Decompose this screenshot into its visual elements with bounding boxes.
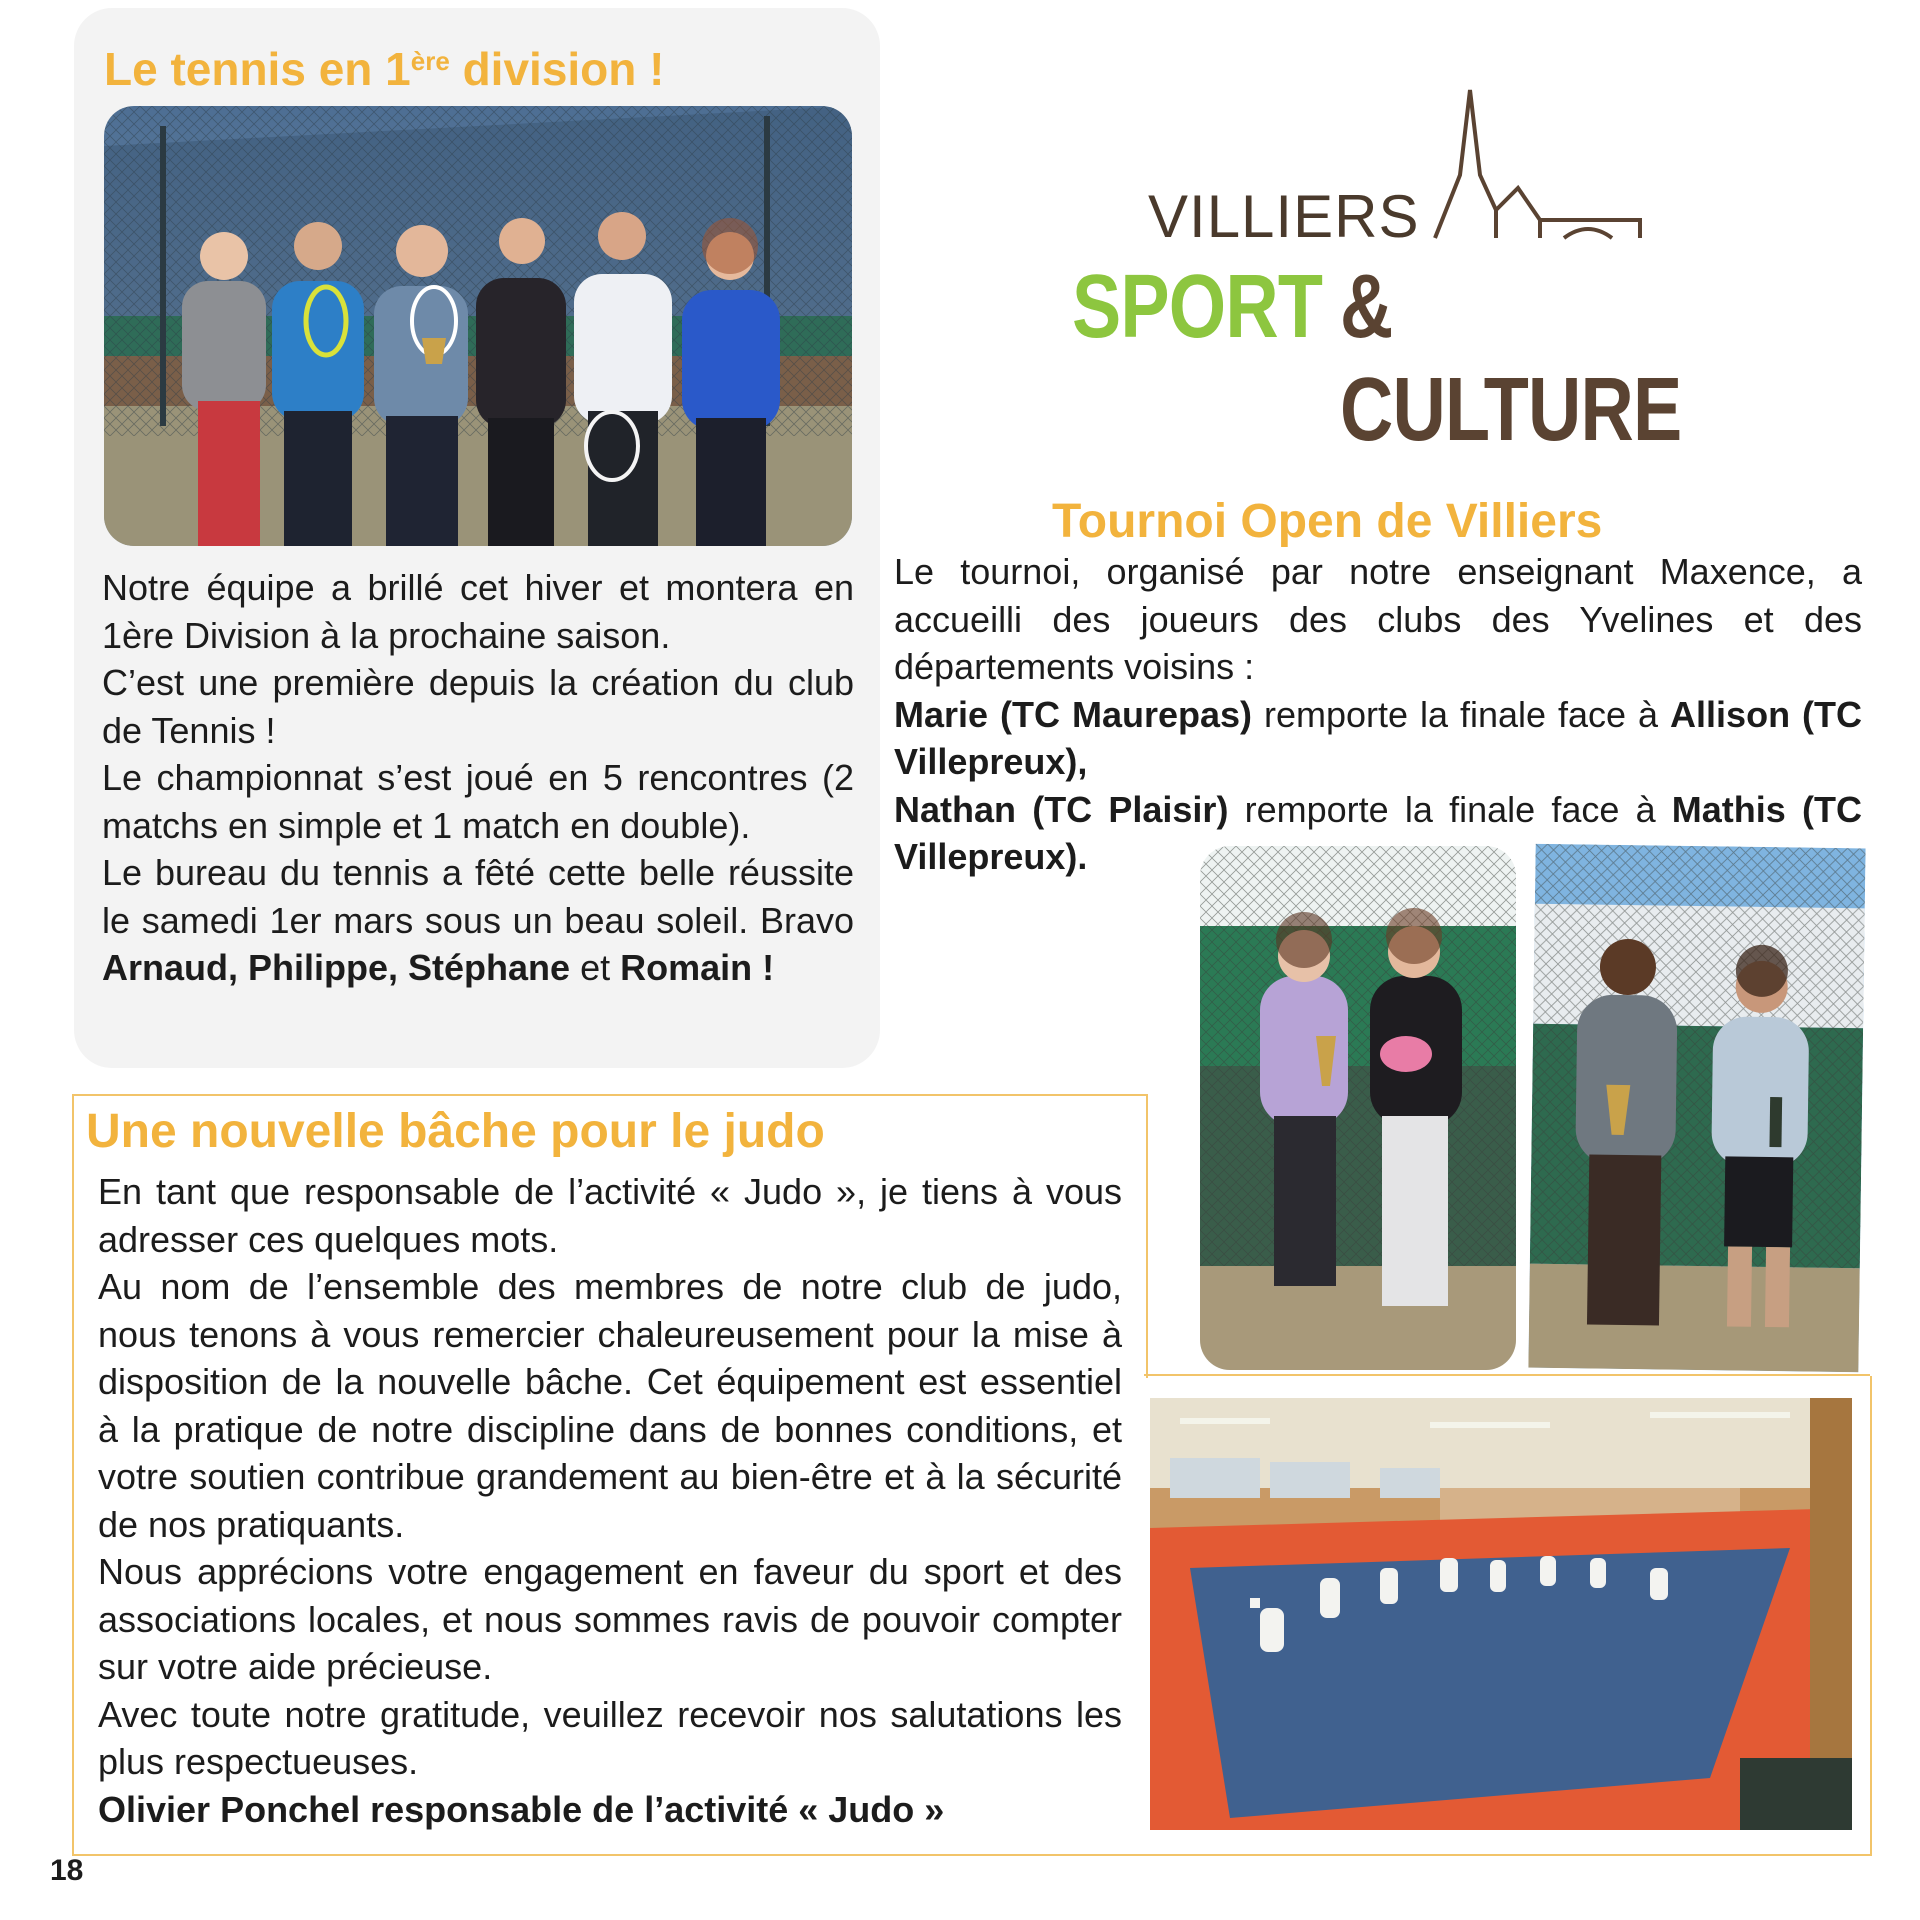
judo-article-text	[98, 1168, 1122, 1833]
tournoi-title: Tournoi Open de Villiers	[1052, 495, 1603, 548]
tournoi-intro: Le tournoi, organisé par notre enseignant Maxence, a accueilli des joueurs des clubs des Yvelines et des départements voisins :	[894, 551, 1862, 687]
tennis-team-photo	[104, 106, 852, 546]
tournoi-photo-women	[1200, 846, 1516, 1370]
tennis-title: Le tennis en 1ère division !	[104, 43, 665, 95]
judo-dojo-photo	[1150, 1398, 1852, 1830]
judo-frame-divider	[1144, 1374, 1870, 1376]
judo-signature: Olivier Ponchel responsable de l’activité « Judo »	[98, 1788, 945, 1830]
player-names: Arnaud, Philippe, Stéphane	[102, 947, 571, 988]
tournoi-article-text	[894, 548, 1862, 881]
logo-villiers-text: VILLIERS	[1148, 183, 1420, 250]
page-number: 18	[50, 1854, 84, 1887]
tennis-paragraph: Le bureau du tennis a fêté cette belle réussite le samedi 1er mars sous un beau soleil. Bravo Arnaud, Philippe, Stéphane et Romain !	[102, 852, 854, 988]
judo-paragraph: Avec toute notre gratitude, veuillez recevoir nos salutations les plus respectueuses.	[98, 1693, 1122, 1782]
logo-sport-text: SPORT	[1072, 257, 1323, 357]
tennis-paragraph: C’est une première depuis la création du club de Tennis !	[102, 662, 854, 751]
tennis-paragraph: Le championnat s’est joué en 5 rencontres (2 matchs en simple et 1 match en double).	[102, 757, 854, 846]
tennis-article-text	[102, 564, 854, 992]
villiers-sport-culture-logo	[1040, 80, 1740, 460]
tournoi-photo-men	[1528, 844, 1865, 1373]
tennis-paragraph: Notre équipe a brillé cet hiver et montera en 1ère Division à la prochaine saison.	[102, 567, 854, 656]
logo-culture-text: & CULTURE	[1340, 257, 1682, 460]
judo-paragraph: Nous apprécions votre engagement en faveur du sport et des associations locales, et nous sommes ravis de pouvoir compter sur votre aide précieuse.	[98, 1551, 1122, 1687]
judo-paragraph: Au nom de l’ensemble des membres de notre club de judo, nous tenons à vous remercier chaleureusement pour la mise à disposition de la nouvelle bâche. Cet équipement est essentiel à la pratique de notre discipline dans de bonnes conditions, et votre soutien contribue grandement au bien-être et à la sécurité de nos pratiquants.	[98, 1266, 1122, 1545]
tournoi-result-1: Marie (TC Maurepas) remporte la finale face à Allison (TC Villepreux),	[894, 693, 1862, 782]
tournoi-result-2: Nathan (TC Plaisir) remporte la finale face à Mathis (TC Villepreux).	[894, 788, 1862, 877]
player-name-last: Romain !	[620, 947, 775, 988]
judo-paragraph: En tant que responsable de l’activité « Judo », je tiens à vous adresser ces quelques mots.	[98, 1171, 1122, 1260]
tennis-panel	[74, 8, 880, 1068]
judo-title: Une nouvelle bâche pour le judo	[86, 1105, 825, 1158]
